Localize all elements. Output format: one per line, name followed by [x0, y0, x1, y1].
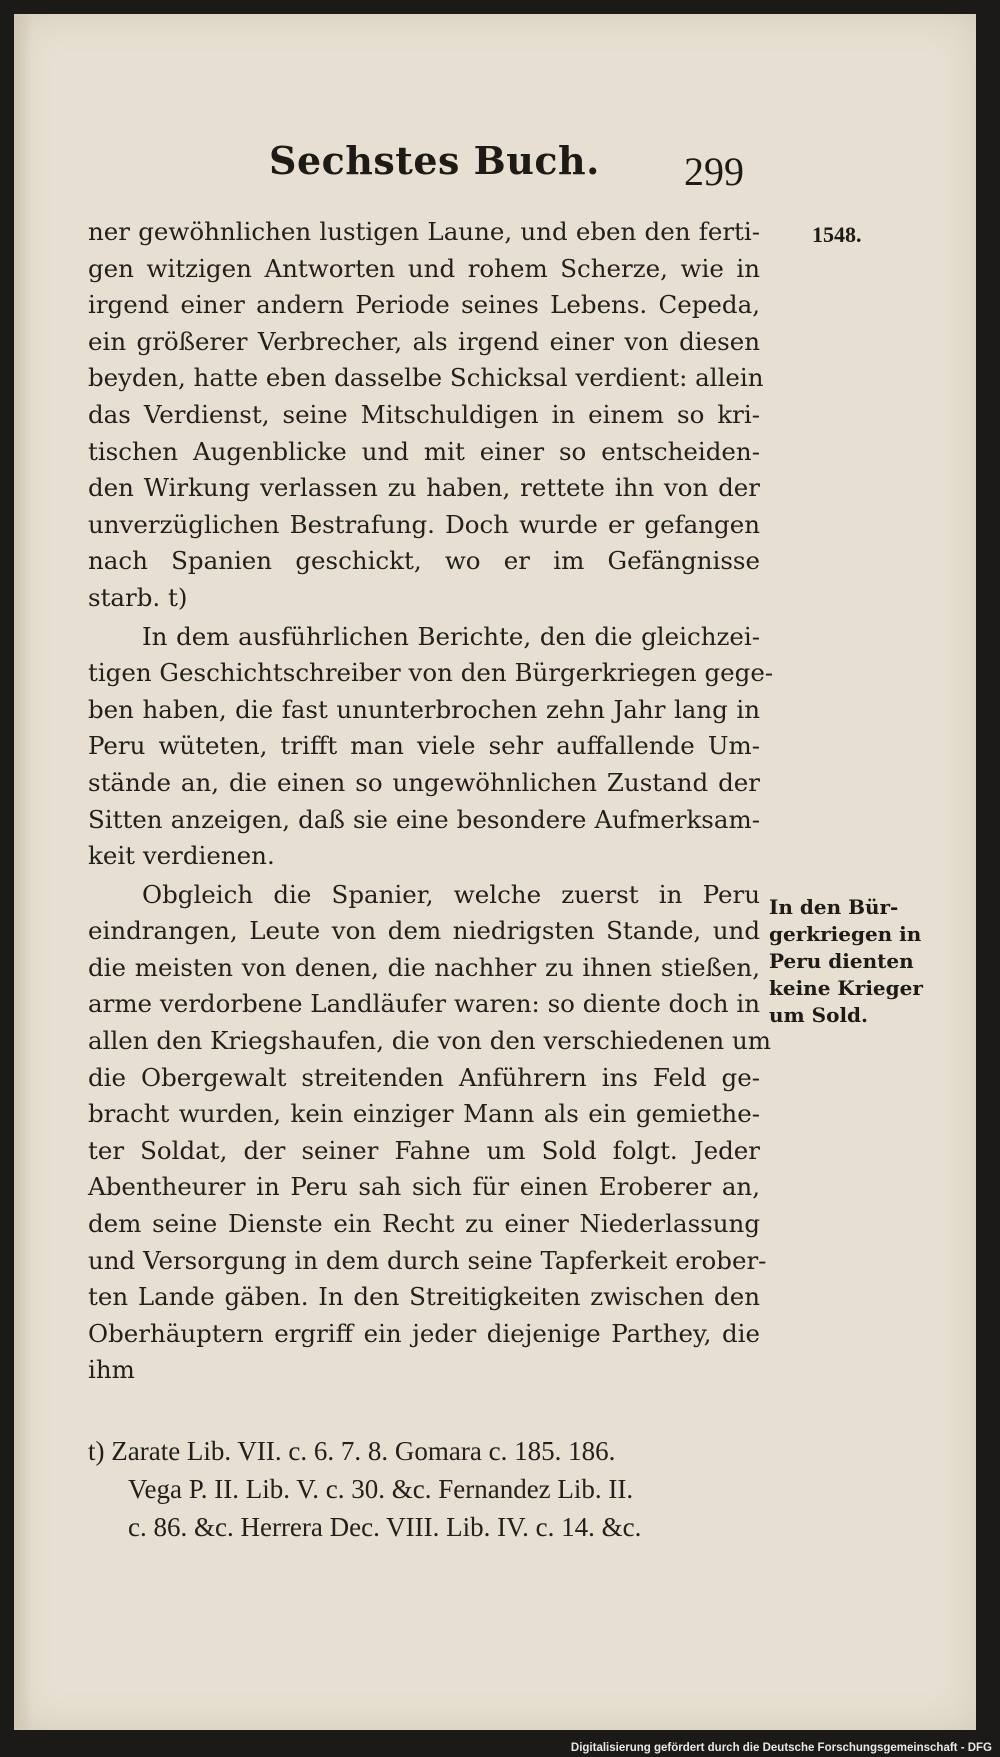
text-line: ein größerer Verbrecher, als irgend einer von diesen: [88, 326, 760, 356]
text-line: allen den Kriegshaufen, die von den verschiedenen um: [88, 1026, 771, 1056]
digitization-credit: Digitalisierung gefördert durch die Deutsche Forschungsgemeinschaft - DFG: [570, 1742, 992, 1754]
text-line: die meisten von denen, die nachher zu ihnen stießen,: [88, 952, 760, 982]
text-line: nach Spanien geschickt, wo er im Gefängnisse: [88, 546, 760, 576]
book-page: [14, 14, 976, 1730]
text-line: Oberhäuptern ergriff ein jeder diejenige Parthey, die: [88, 1318, 760, 1348]
text-line: das Verdienst, seine Mitschuldigen in einem so kri-: [88, 399, 760, 429]
text-line: arme verdorbene Landläufer waren: so diente doch in: [88, 989, 760, 1019]
text-line: und Versorgung in dem durch seine Tapferkeit erober-: [88, 1245, 767, 1275]
catchword: ihm: [88, 1355, 135, 1385]
text-line: keit verdienen.: [88, 841, 275, 871]
page-number: 299: [684, 149, 744, 194]
margin-note-line: keine Krieger: [769, 976, 923, 1000]
text-line: eindrangen, Leute von dem niedrigsten Stande, und: [88, 916, 760, 946]
text-line: tigen Geschichtschreiber von den Bürgerkriegen gege-: [88, 658, 774, 688]
text-line: ben haben, die fast ununterbrochen zehn Jahr lang in: [88, 694, 760, 724]
margin-note-line: Peru dienten: [769, 949, 914, 973]
footnote-line: t) Zarate Lib. VII. c. 6. 7. 8. Gomara c. 185. 186.: [88, 1436, 616, 1466]
text-line: unverzüglichen Bestrafung. Doch wurde er gefangen: [88, 509, 760, 539]
margin-note: [769, 894, 949, 1029]
footnote-line: c. 86. &c. Herrera Dec. VIII. Lib. IV. c. 14. &c.: [128, 1512, 642, 1542]
footnote: [88, 1432, 768, 1546]
text-line: stände an, die einen so ungewöhnlichen Zustand der: [88, 767, 760, 797]
text-line: tischen Augenblicke und mit einer so entscheiden-: [88, 436, 760, 466]
text-line: In dem ausführlichen Berichte, den die gleichzei-: [142, 621, 760, 651]
text-line: dem seine Dienste ein Recht zu einer Niederlassung: [88, 1209, 760, 1239]
text-line: Peru wüteten, trifft man viele sehr auffallende Um-: [88, 731, 760, 761]
paragraph-2: [88, 619, 774, 875]
text-line: gen witzigen Antworten und rohem Scherze, wie in: [88, 253, 760, 283]
text-line: ner gewöhnlichen lustigen Laune, und eben den ferti-: [88, 217, 760, 246]
text-line: ten Lande gäben. In den Streitigkeiten zwischen den: [88, 1282, 760, 1312]
margin-note-line: um Sold.: [769, 1003, 868, 1027]
margin-note-line: In den Bür-: [769, 895, 899, 919]
text-line: bracht wurden, kein einziger Mann als ein gemiethe-: [88, 1099, 760, 1129]
running-header: Sechstes Buch.: [269, 138, 600, 183]
text-line: Sitten anzeigen, daß sie eine besondere Aufmerksam-: [88, 804, 760, 834]
body-text: [88, 214, 774, 1389]
text-line: ter Soldat, der seiner Fahne um Sold folgt. Jeder: [88, 1135, 760, 1165]
paragraph-1: [88, 214, 764, 617]
text-line: irgend einer andern Periode seines Lebens. Cepeda,: [88, 290, 760, 320]
text-line: starb. t): [88, 582, 188, 612]
footnote-line: Vega P. II. Lib. V. c. 30. &c. Fernandez Lib. II.: [128, 1474, 634, 1504]
text-line: Abentheurer in Peru sah sich für einen Eroberer an,: [88, 1172, 760, 1202]
margin-year: 1548.: [812, 222, 862, 247]
text-line: den Wirkung verlassen zu haben, rettete ihn von der: [88, 473, 760, 503]
margin-note-line: gerkriegen in: [769, 922, 922, 946]
text-line: die Obergewalt streitenden Anführern ins Feld ge-: [88, 1062, 760, 1092]
paragraph-3: [88, 877, 771, 1389]
text-line: beyden, hatte eben dasselbe Schicksal verdient: allein: [88, 363, 764, 393]
text-line: Obgleich die Spanier, welche zuerst in Peru: [142, 879, 760, 909]
